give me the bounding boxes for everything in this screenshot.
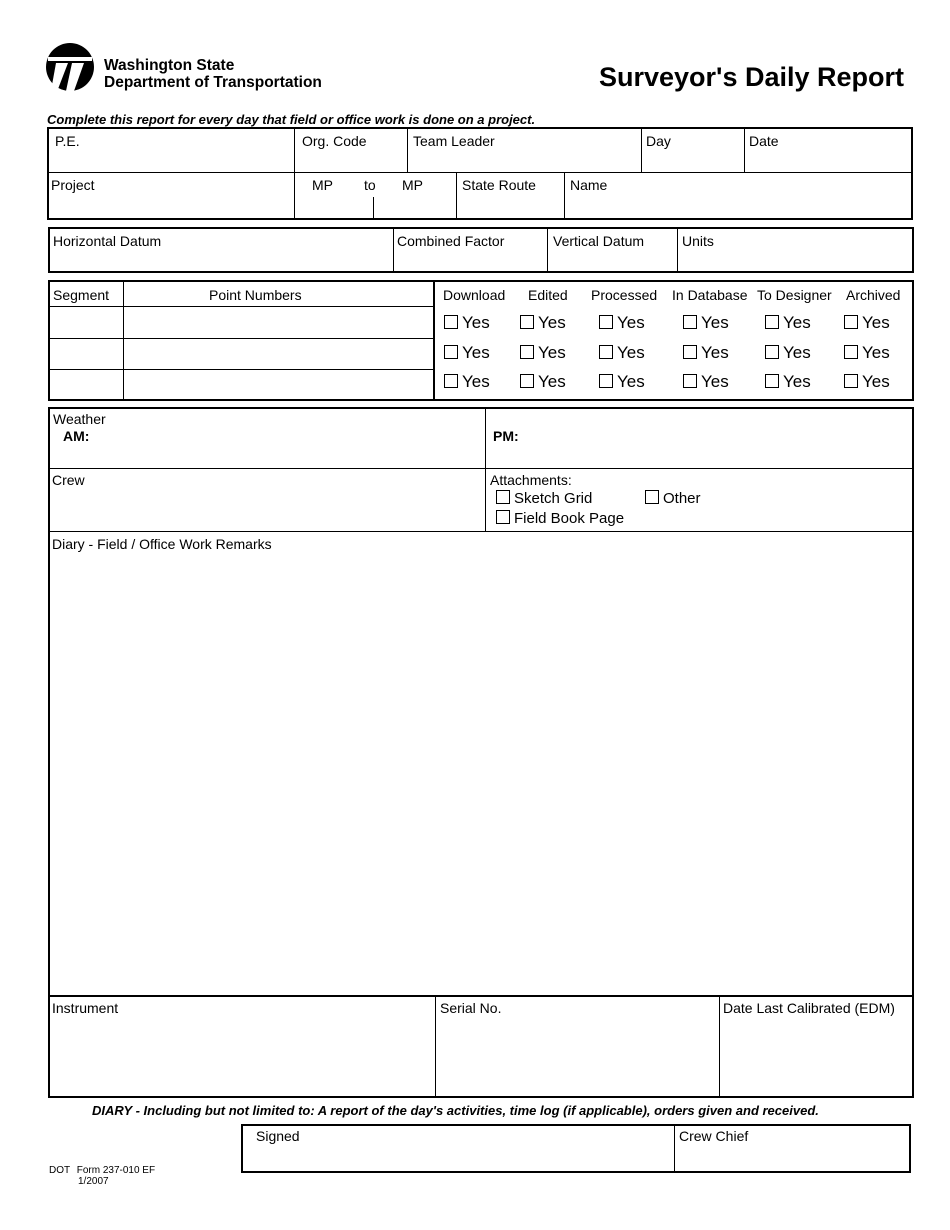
edited-yes-checkbox[interactable]: Yes (520, 313, 566, 333)
instruction-text: Complete this report for every day that field or office work is done on a project. (47, 112, 536, 127)
diary-remarks-field[interactable]: Diary - Field / Office Work Remarks (52, 536, 272, 552)
org-code-field[interactable]: Org. Code (302, 133, 367, 149)
sketch-grid-checkbox[interactable]: Sketch Grid (496, 490, 592, 507)
weather-label: Weather (53, 411, 106, 427)
download-header: Download (443, 287, 506, 303)
date-field[interactable]: Date (749, 133, 779, 149)
archived-header: Archived (846, 287, 901, 303)
point-numbers-header: Point Numbers (209, 287, 302, 303)
to-designer-yes-checkbox[interactable]: Yes (765, 343, 811, 363)
pe-field[interactable]: P.E. (55, 133, 80, 149)
processed-yes-checkbox[interactable]: Yes (599, 313, 645, 333)
signature-box (241, 1124, 911, 1173)
download-yes-checkbox[interactable]: Yes (444, 313, 490, 333)
diary-note: DIARY - Including but not limited to: A report of the day's activities, time log (if applicable), orders given and received. (92, 1103, 819, 1118)
weather-am-field[interactable]: AM: (63, 428, 90, 444)
field-book-page-checkbox[interactable]: Field Book Page (496, 510, 624, 527)
archived-yes-checkbox[interactable]: Yes (844, 343, 890, 363)
name-field[interactable]: Name (570, 177, 608, 193)
other-checkbox[interactable]: Other (645, 490, 701, 507)
dot-label: DOT (49, 1165, 70, 1176)
archived-yes-checkbox[interactable]: Yes (844, 372, 890, 392)
combined-factor-field[interactable]: Combined Factor (397, 233, 505, 249)
org-name-line1: Washington State (104, 57, 235, 74)
team-leader-field[interactable]: Team Leader (413, 133, 495, 149)
to-designer-yes-checkbox[interactable]: Yes (765, 313, 811, 333)
wsdot-logo (46, 43, 94, 91)
units-field[interactable]: Units (682, 233, 714, 249)
edited-header: Edited (528, 287, 568, 303)
signed-field[interactable]: Signed (256, 1128, 300, 1144)
form-id: Form 237-010 EF (76, 1165, 156, 1176)
in-database-yes-checkbox[interactable]: Yes (683, 313, 729, 333)
download-yes-checkbox[interactable]: Yes (444, 343, 490, 363)
processed-header: Processed (591, 287, 658, 303)
edited-yes-checkbox[interactable]: Yes (520, 372, 566, 392)
weather-pm-field[interactable]: PM: (493, 428, 519, 444)
project-field[interactable]: Project (51, 177, 95, 193)
in-database-yes-checkbox[interactable]: Yes (683, 343, 729, 363)
archived-yes-checkbox[interactable]: Yes (844, 313, 890, 333)
edited-yes-checkbox[interactable]: Yes (520, 343, 566, 363)
in-database-header: In Database (672, 287, 748, 303)
day-field[interactable]: Day (646, 133, 671, 149)
to-designer-yes-checkbox[interactable]: Yes (765, 372, 811, 392)
serial-no-field[interactable]: Serial No. (440, 1000, 502, 1016)
page-title: Surveyor's Daily Report (598, 62, 904, 92)
segment-header: Segment (53, 287, 110, 303)
form-number (49, 1165, 155, 1187)
state-route-field[interactable]: State Route (462, 177, 536, 193)
wsdot-logo-icon (46, 43, 94, 91)
attachments-label: Attachments: (490, 472, 572, 488)
form-date: 1/2007 (78, 1176, 109, 1187)
org-name (104, 57, 322, 91)
mp-to-label: to (364, 177, 376, 193)
download-yes-checkbox[interactable]: Yes (444, 372, 490, 392)
crew-field[interactable]: Crew (52, 472, 85, 488)
processed-yes-checkbox[interactable]: Yes (599, 372, 645, 392)
crew-chief-field[interactable]: Crew Chief (679, 1128, 749, 1144)
processed-yes-checkbox[interactable]: Yes (599, 343, 645, 363)
to-designer-header: To Designer (757, 287, 832, 303)
vertical-datum-field[interactable]: Vertical Datum (553, 233, 645, 249)
mp-start-field[interactable]: MP (312, 177, 333, 193)
mp-end-field[interactable]: MP (402, 177, 423, 193)
date-last-calibrated-field[interactable]: Date Last Calibrated (EDM) (723, 1000, 895, 1016)
horizontal-datum-field[interactable]: Horizontal Datum (53, 233, 162, 249)
org-name-line2: Department of Transportation (104, 74, 322, 91)
instrument-field[interactable]: Instrument (52, 1000, 119, 1016)
in-database-yes-checkbox[interactable]: Yes (683, 372, 729, 392)
